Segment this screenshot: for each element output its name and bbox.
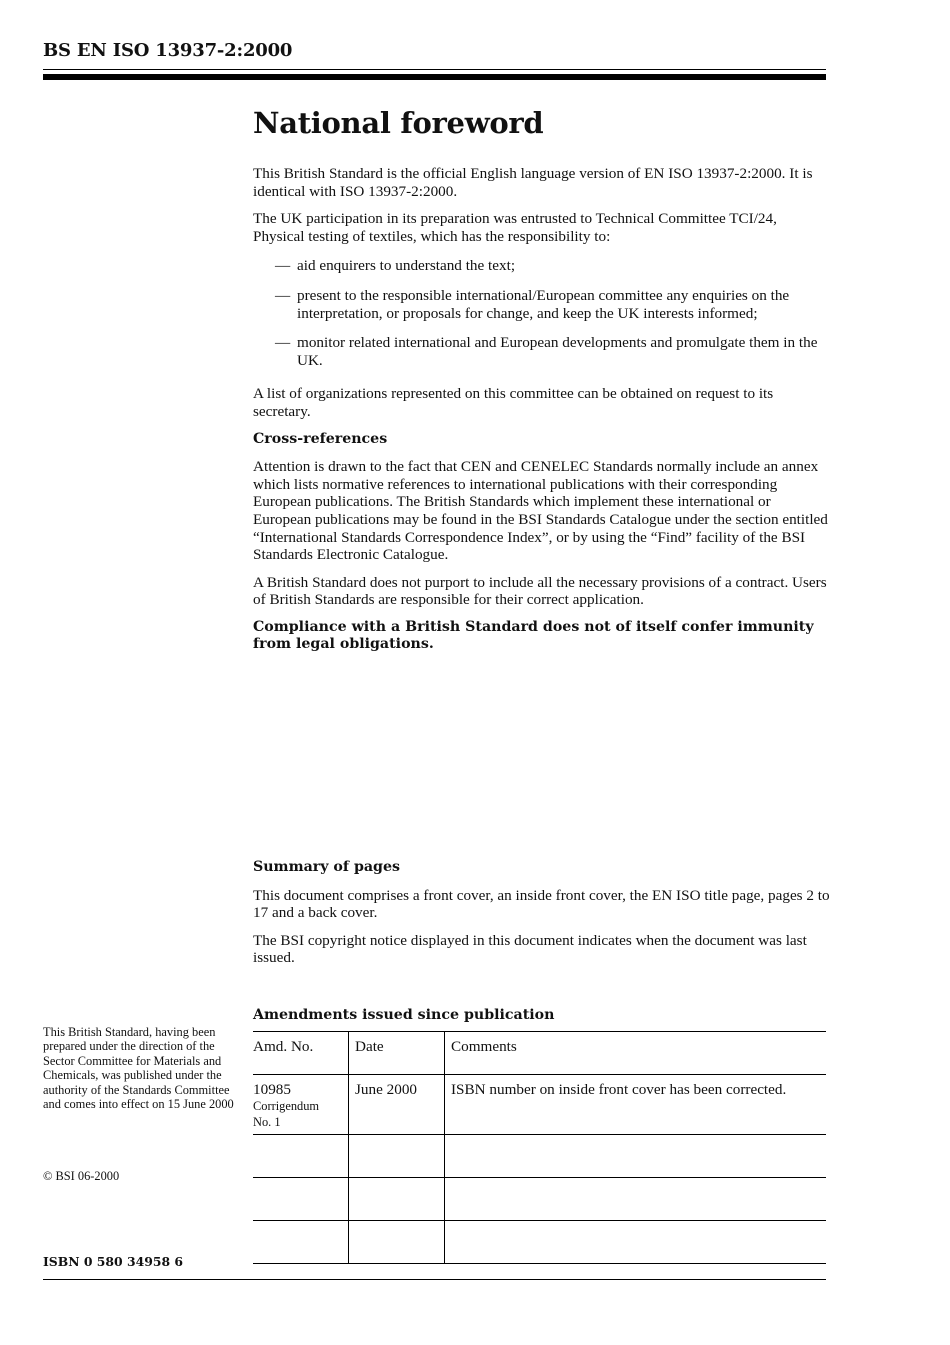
copyright-line: © BSI 06-2000 [43, 1169, 120, 1183]
list-item [253, 257, 831, 275]
responsibilities-list [253, 257, 831, 369]
table-row [253, 1221, 826, 1264]
table-row [253, 1178, 826, 1221]
isbn-number: ISBN 0 580 34958 6 [43, 1254, 184, 1269]
column-header-comments: Comments [445, 1032, 827, 1075]
dash-bullet: — [275, 257, 291, 275]
summary-paragraph: This document comprises a front cover, an inside front cover, the EN ISO title page, pages 2 to 17 and a back cover. [253, 886, 830, 922]
column-header-amd-no: Amd. No. [253, 1032, 349, 1075]
paragraph-organizations: A list of organizations represented on this committee can be obtained on request to its secretary. [253, 385, 774, 420]
list-item [253, 334, 831, 369]
document-id: BS EN ISO 13937-2:2000 [43, 40, 293, 61]
table-header-row [253, 1032, 826, 1075]
list-item-text: monitor related international and European developments and promulgate them in the UK. [297, 334, 818, 369]
paragraph-cross-references: Attention is drawn to the fact that CEN and CENELEC Standards normally include an annex which lists normative references to international publications with their corresponding European publications. The British Standards which implement these international or European publications may be found in the BSI Standards Catalogue under the section entitled “International Standards Correspondence Index”, or by using the “Find” facility of the BSI Standards Electronic Catalogue. [253, 458, 828, 564]
corrigendum-number: No. 1 [253, 1115, 281, 1129]
header-rule-thick [43, 74, 826, 80]
publication-note: This British Standard, having been prepared under the direction of the Sector Committee for Materials and Chemicals, was published under the authority of the Standards Committee and comes into effect on 15 June 2000 [43, 1025, 234, 1112]
table-row [253, 1075, 826, 1135]
compliance-statement: Compliance with a British Standard does not of itself confer immunity from legal obligations. [253, 618, 814, 653]
list-item-text: aid enquirers to understand the text; [297, 257, 516, 275]
paragraph-uk-participation: The UK participation in its preparation was entrusted to Technical Committee TCI/24, Physical testing of textiles, which has the responsibility to: [253, 210, 777, 245]
header-rule-thin [43, 69, 826, 70]
amd-date: June 2000 [349, 1075, 445, 1135]
column-header-date: Date [349, 1032, 445, 1075]
amd-number: 10985 [253, 1081, 291, 1098]
paragraph-official-version: This British Standard is the official English language version of EN ISO 13937-2:2000. It is identical with ISO 13937-2:2000. [253, 165, 813, 200]
corrigendum-label: Corrigendum [253, 1099, 320, 1113]
amd-comment: ISBN number on inside front cover has been corrected. [445, 1075, 827, 1135]
table-row [253, 1135, 826, 1178]
footer-rule [43, 1279, 826, 1280]
amendments-table [253, 1031, 826, 1264]
list-item-text: present to the responsible international/European committee any enquiries on the interpretation, or proposals for change, and keep the UK interests informed; [297, 286, 790, 322]
page-title: National foreword [253, 106, 544, 140]
amendments-title: Amendments issued since publication [253, 1007, 555, 1023]
foreword-body [253, 165, 831, 664]
paragraph-provisions: A British Standard does not purport to include all the necessary provisions of a contract. Users of British Standards are responsible for their correct application. [253, 573, 827, 609]
cross-references-heading: Cross-references [253, 430, 388, 447]
summary-section [253, 859, 831, 977]
list-item [253, 287, 831, 322]
dash-bullet: — [275, 286, 291, 304]
dash-bullet: — [275, 334, 291, 352]
summary-heading: Summary of pages [253, 859, 400, 875]
copyright-notice-paragraph: The BSI copyright notice displayed in this document indicates when the document was last issued. [253, 931, 807, 967]
amd-number-cell [253, 1075, 349, 1135]
